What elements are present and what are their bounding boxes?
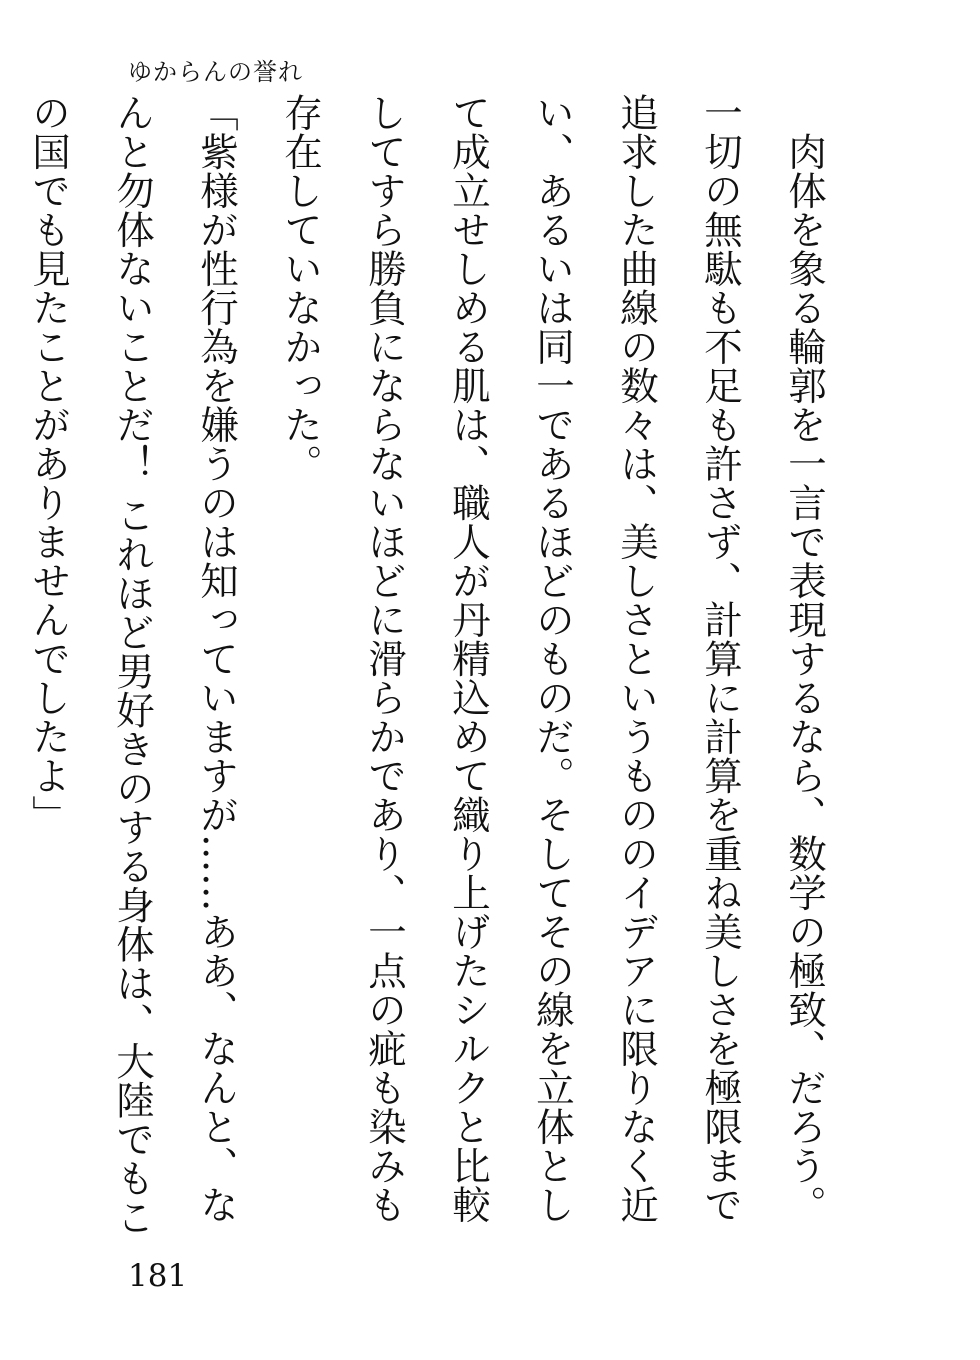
body-text: [26, 93, 846, 1241]
paragraph-dialogue: 「紫様が性行為を嫌うのは知っていますが……ああ、なんと、なんと勿体ないことだ！ これほど男好きのする身体は、大陸でもこの国でも見たことがありませんでしたよ」: [26, 93, 239, 1237]
running-head: ゆからんの誉れ: [128, 58, 303, 86]
paragraph: 肉体を象る輪郭を一言で表現するなら、数学の極致、だろう。一切の無駄も不足も許さず、計算に計算を重ね美しさを極限まで追求した曲線の数々は、美しさというもののイデアに限りなく近い、あるいは同一であるほどのものだ。そしてその線を立体として成立せしめる肌は、職人が丹精込めて織り上げたシルクと比較してすら勝負にならないほどに滑らかであり、一点の疵も染みも存在していなかった。: [278, 93, 827, 1224]
page-number: 181: [128, 1258, 188, 1294]
paragraph: [0, 93, 6, 1241]
